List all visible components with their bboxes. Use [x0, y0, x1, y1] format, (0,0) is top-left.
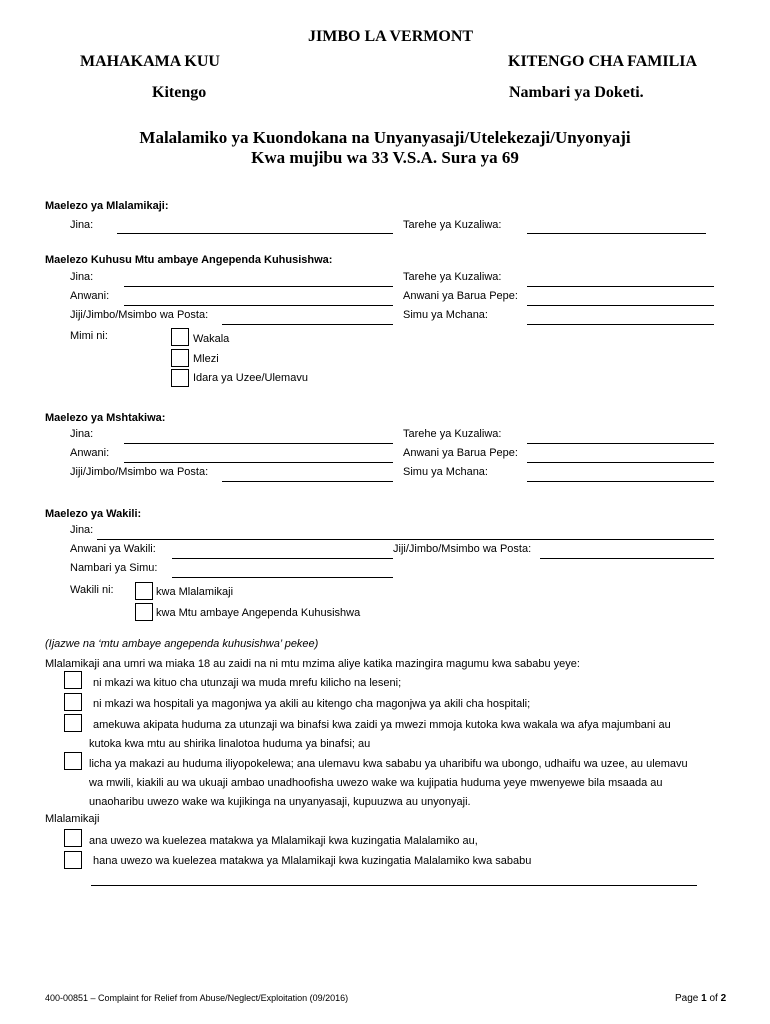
defendant-dob-label: Tarehe ya Kuzaliwa:: [403, 428, 502, 440]
protected-name-label: Jina:: [70, 271, 94, 283]
attorney-heading: Maelezo ya Wakili:: [45, 508, 142, 520]
form-title: Malalamiko ya Kuondokana na Unyanyasaji/Utelekezaji/Unyonyaji: [139, 128, 631, 147]
protected-name-field[interactable]: [124, 286, 393, 287]
defendant-address-label: Anwani:: [70, 447, 110, 459]
page-prefix: Page: [675, 993, 699, 1004]
complainant-name-field[interactable]: [117, 233, 393, 234]
personal-care-text-2: kutoka kwa mtu au shirika linalotoa huduma ya binafsi; au: [89, 738, 371, 750]
protected-dob-field[interactable]: [527, 286, 714, 287]
complainant-name-label: Jina:: [70, 219, 94, 231]
defendant-email-label: Anwani ya Barua Pepe:: [403, 447, 518, 459]
attorney-city-label: Jiji/Jimbo/Msimbo wa Posta:: [393, 543, 532, 555]
disability-checkbox[interactable]: [64, 752, 82, 770]
protected-city-field[interactable]: [222, 324, 393, 325]
docket-label: Nambari ya Doketi.: [509, 84, 644, 101]
attorney-for-protected-label: kwa Mtu ambaye Angependa Kuhusishwa: [156, 607, 361, 619]
can-express-checkbox[interactable]: [64, 829, 82, 847]
conditions-note: (Ijazwe na ‘mtu ambaye angependa kuhusishwa’ pekee): [45, 638, 319, 650]
page-current: 1: [701, 993, 707, 1004]
defendant-heading: Maelezo ya Mshtakiwa:: [45, 412, 166, 424]
ltc-resident-text: ni mkazi wa kituo cha utunzaji wa muda mrefu kilicho na leseni;: [93, 677, 402, 689]
psych-resident-text: ni mkazi wa hospitali ya magonjwa ya akili au kitengo cha magonjwa ya akili cha hospitali;: [93, 698, 531, 710]
defendant-phone-field[interactable]: [527, 481, 714, 482]
defendant-phone-label: Simu ya Mchana:: [403, 466, 488, 478]
attorney-name-field[interactable]: [97, 539, 714, 540]
disability-text-2: wa mwili, kiakili au wa ukuaji ambao unadhoofisha uwezo wake wa kujipatia huduma yeye mwenyewe bila msaada au: [89, 777, 663, 789]
court-heading: MAHAKAMA KUU: [80, 53, 220, 70]
can-express-text: ana uwezo wa kuelezea matakwa ya Mlalamikaji kwa kuzingatia Malalamiko au,: [89, 835, 478, 847]
protected-heading: Maelezo Kuhusu Mtu ambaye Angependa Kuhusishwa:: [45, 254, 333, 266]
guardian-option-label: Mlezi: [193, 353, 219, 365]
protected-city-label: Jiji/Jimbo/Msimbo wa Posta:: [70, 309, 209, 321]
form-number-footer: 400-00851 – Complaint for Relief from Abuse/Neglect/Exploitation (09/2016): [45, 993, 349, 1003]
page-number: [675, 993, 726, 1004]
unit-label: Kitengo: [152, 84, 207, 101]
page-of: of: [709, 993, 718, 1004]
protected-address-label: Anwani:: [70, 290, 110, 302]
psych-resident-checkbox[interactable]: [64, 693, 82, 711]
aging-dept-option-label: Idara ya Uzee/Ulemavu: [193, 372, 308, 384]
defendant-dob-field[interactable]: [527, 443, 714, 444]
defendant-address-field[interactable]: [124, 462, 393, 463]
attorney-address-label: Anwani ya Wakili:: [70, 543, 156, 555]
disability-text-1: licha ya makazi au huduma iliyopokelewa; ana ulemavu kwa sababu ya uharibifu wa ubongo, udhaifu wa uzee, au ulemavu: [89, 758, 688, 770]
ltc-resident-checkbox[interactable]: [64, 671, 82, 689]
protected-phone-label: Simu ya Mchana:: [403, 309, 488, 321]
agent-option-label: Wakala: [193, 333, 230, 345]
attorney-for-protected-checkbox[interactable]: [135, 603, 153, 621]
protected-dob-label: Tarehe ya Kuzaliwa:: [403, 271, 502, 283]
attorney-city-field[interactable]: [540, 558, 714, 559]
disability-text-3: unaoharibu uwezo wake wa kujikinga na unyanyasaji, kupuuzwa au unyonyaji.: [89, 796, 471, 808]
protected-phone-field[interactable]: [527, 324, 714, 325]
form-subtitle: Kwa mujibu wa 33 V.S.A. Sura ya 69: [251, 148, 519, 167]
attorney-phone-label: Nambari ya Simu:: [70, 562, 158, 574]
guardian-checkbox[interactable]: [171, 349, 189, 367]
protected-address-field[interactable]: [124, 305, 393, 306]
attorney-for-complainant-checkbox[interactable]: [135, 582, 153, 600]
agent-checkbox[interactable]: [171, 328, 189, 346]
defendant-city-field[interactable]: [222, 481, 393, 482]
defendant-email-field[interactable]: [527, 462, 714, 463]
complainant-dob-label: Tarehe ya Kuzaliwa:: [403, 219, 502, 231]
personal-care-text-1: amekuwa akipata huduma za utunzaji wa binafsi kwa zaidi ya mwezi mmoja kutoka kwa wakala wa afya majumbani au: [93, 719, 671, 731]
conditions-intro: Mlalamikaji ana umri wa miaka 18 au zaidi na ni mtu mzima aliye katika mazingira magumu kwa sababu yeye:: [45, 658, 580, 670]
page-total: 2: [720, 993, 727, 1004]
defendant-name-label: Jina:: [70, 428, 94, 440]
attorney-address-field[interactable]: [172, 558, 393, 559]
cannot-express-text: hana uwezo wa kuelezea matakwa ya Mlalamikaji kwa kuzingatia Malalamiko kwa sababu: [93, 855, 532, 867]
protected-email-field[interactable]: [527, 305, 714, 306]
reason-field[interactable]: [91, 885, 697, 886]
complainant-heading: Maelezo ya Mlalamikaji:: [45, 200, 169, 212]
complainant-capacity-label: Mlalamikaji: [45, 813, 100, 825]
protected-iam-label: Mimi ni:: [70, 330, 108, 342]
personal-care-checkbox[interactable]: [64, 714, 82, 732]
attorney-name-label: Jina:: [70, 524, 94, 536]
attorney-phone-field[interactable]: [172, 577, 393, 578]
attorney-for-complainant-label: kwa Mlalamikaji: [156, 586, 234, 598]
protected-email-label: Anwani ya Barua Pepe:: [403, 290, 518, 302]
division-heading: KITENGO CHA FAMILIA: [508, 53, 698, 70]
cannot-express-checkbox[interactable]: [64, 851, 82, 869]
state-heading: JIMBO LA VERMONT: [308, 28, 474, 45]
defendant-name-field[interactable]: [124, 443, 393, 444]
attorney-for-label: Wakili ni:: [70, 584, 114, 596]
defendant-city-label: Jiji/Jimbo/Msimbo wa Posta:: [70, 466, 209, 478]
complainant-dob-field[interactable]: [527, 233, 706, 234]
aging-dept-checkbox[interactable]: [171, 369, 189, 387]
